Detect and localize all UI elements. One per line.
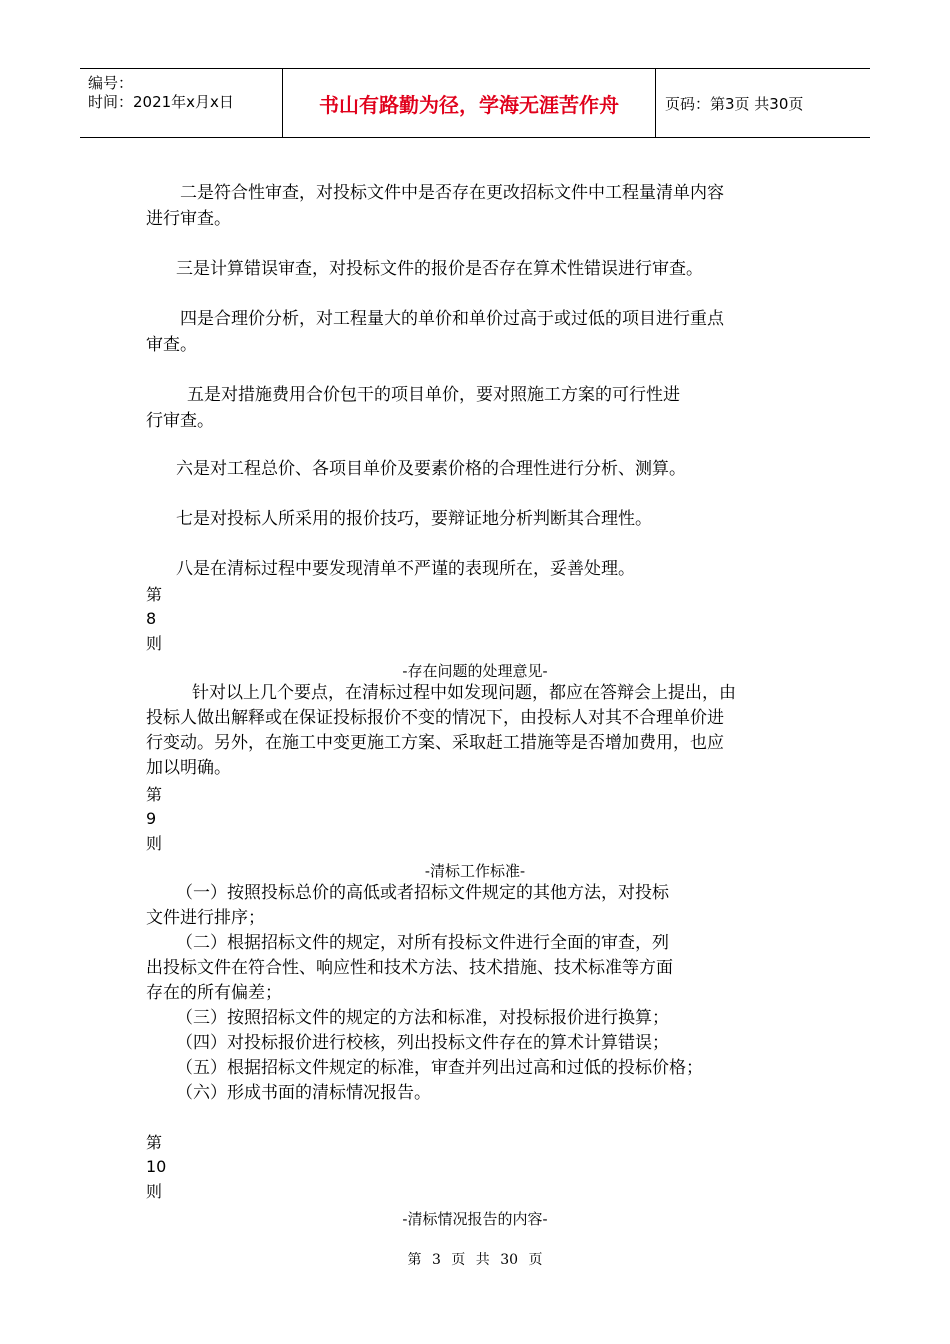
document-number-label: 编号： (88, 74, 134, 92)
rule-9-item-1-line-1: （一）按照投标总价的高低或者招标文件规定的其他方法，对投标 (176, 883, 669, 903)
rule-9-item-5: （五）根据招标文件规定的标准，审查并列出过高和过低的投标价格； (176, 1058, 703, 1078)
rule-9-ze: 则 (146, 834, 163, 853)
rule-8-line-2: 投标人做出解释或在保证投标报价不变的情况下，由投标人对其不合理单价进 (146, 708, 724, 728)
rule-10-ze: 则 (146, 1182, 163, 1201)
rule-9-item-2-line-1: （二）根据招标文件的规定，对所有投标文件进行全面的审查，列 (176, 933, 669, 953)
paragraph-2-line-2: 进行审查。 (146, 209, 231, 229)
rule-9-di: 第 (146, 785, 163, 804)
paragraph-4-line-1: 四是合理价分析，对工程量大的单价和单价过高于或过低的项目进行重点 (180, 309, 724, 329)
header-motto: 书山有路勤为径，学海无涯苦作舟 (282, 69, 656, 137)
paragraph-4-line-2: 审查。 (146, 335, 197, 355)
paragraph-5-line-2: 行审查。 (146, 411, 214, 431)
rule-8-number: 8 (146, 609, 157, 628)
paragraph-3: 三是计算错误审查，对投标文件的报价是否存在算术性错误进行审查。 (176, 259, 703, 279)
rule-9-item-1-line-2: 文件进行排序； (146, 908, 265, 928)
page-footer: 第 3 页 共 30 页 (407, 1252, 543, 1268)
paragraph-6: 六是对工程总价、各项目单价及要素价格的合理性进行分析、测算。 (176, 459, 686, 479)
rule-10-title: -清标情况报告的内容- (402, 1210, 548, 1228)
paragraph-8: 八是在清标过程中要发现清单不严谨的表现所在，妥善处理。 (176, 559, 635, 579)
rule-8-di: 第 (146, 585, 163, 604)
rule-10-di: 第 (146, 1133, 163, 1152)
rule-8-title: -存在问题的处理意见- (402, 662, 548, 680)
rule-8-line-1: 针对以上几个要点，在清标过程中如发现问题，都应在答辩会上提出，由 (192, 683, 736, 703)
document-date-label: 时间：2021年x月x日 (88, 93, 234, 111)
rule-9-item-2-line-3: 存在的所有偏差； (146, 983, 282, 1003)
rule-8-line-3: 行变动。另外，在施工中变更施工方案、采取赶工措施等是否增加费用，也应 (146, 733, 724, 753)
rule-8-ze: 则 (146, 634, 163, 653)
rule-9-title: -清标工作标准- (424, 862, 526, 880)
rule-9-number: 9 (146, 809, 157, 828)
page-header (80, 68, 870, 138)
header-page-code: 页码：第3页 共30页 (665, 94, 804, 113)
rule-9-item-4: （四）对投标报价进行校核，列出投标文件存在的算术计算错误； (176, 1033, 669, 1053)
rule-9-item-2-line-2: 出投标文件在符合性、响应性和技术方法、技术措施、技术标准等方面 (146, 958, 673, 978)
rule-8-line-4: 加以明确。 (146, 758, 231, 778)
rule-9-item-6: （六）形成书面的清标情况报告。 (176, 1083, 431, 1103)
header-meta (80, 69, 282, 137)
paragraph-2-line-1: 二是符合性审查，对投标文件中是否存在更改招标文件中工程量清单内容 (180, 183, 724, 203)
rule-10-number: 10 (146, 1157, 167, 1176)
paragraph-5-line-1: 五是对措施费用合价包干的项目单价，要对照施工方案的可行性进 (187, 385, 680, 405)
rule-9-item-3: （三）按照招标文件的规定的方法和标准，对投标报价进行换算； (176, 1008, 669, 1028)
paragraph-7: 七是对投标人所采用的报价技巧，要辩证地分析判断其合理性。 (176, 509, 652, 529)
